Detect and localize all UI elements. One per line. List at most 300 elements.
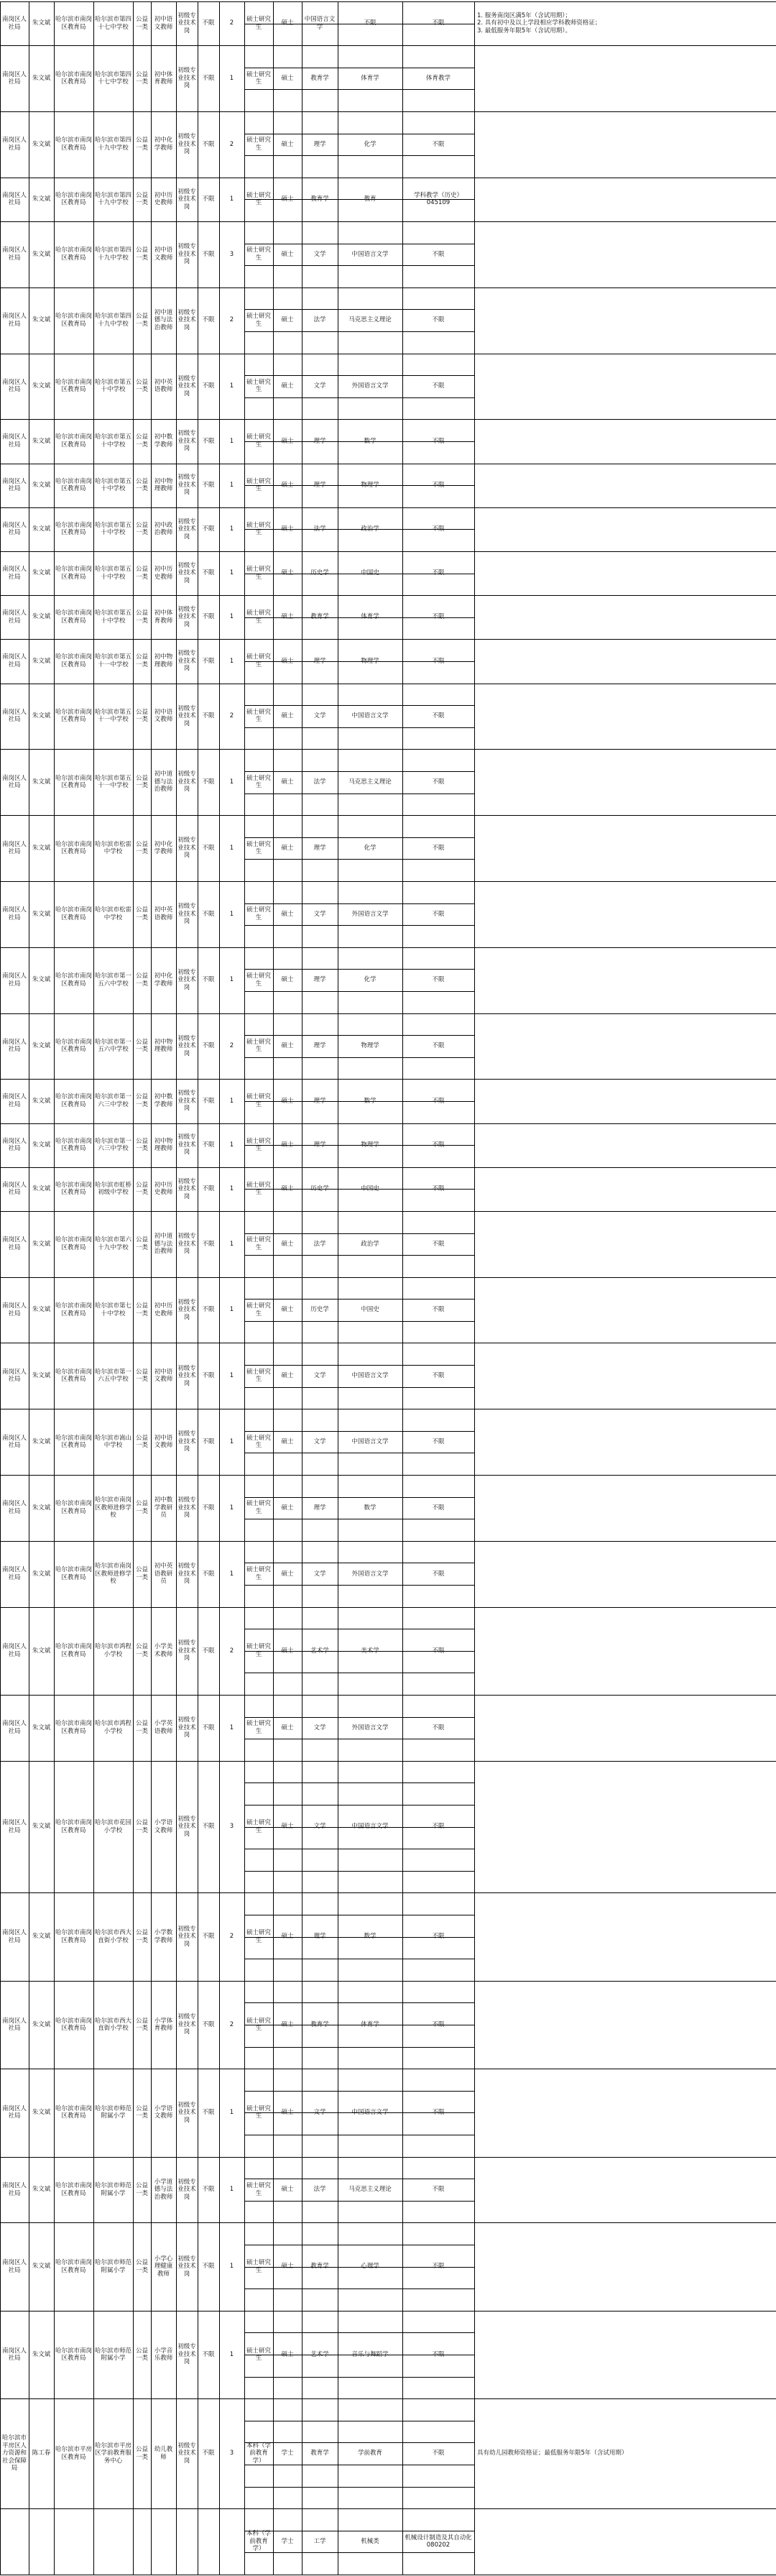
table-cell: 初级专业技术岗 bbox=[177, 1034, 196, 1057]
table-cell: 硕士 bbox=[281, 2020, 294, 2028]
table-cell: 朱文斌 bbox=[32, 2020, 51, 2028]
table-cell: 哈尔滨市南岗区教育局 bbox=[55, 774, 93, 790]
table-cell: 硕士研究生 bbox=[246, 1093, 271, 1108]
table-cell: 哈尔滨市南岗区教育局 bbox=[55, 1038, 93, 1054]
table-cell: 哈尔滨市南岗区教育局 bbox=[55, 2017, 93, 2033]
table-cell: 小学音乐教师 bbox=[154, 2347, 173, 2362]
table-cell: 南岗区人社局 bbox=[1, 2104, 27, 2120]
table-cell: 公益一类 bbox=[135, 906, 148, 921]
table-cell: 南岗区人社局 bbox=[1, 972, 27, 988]
table-cell: 1 bbox=[229, 1372, 234, 1380]
table-cell: 哈尔滨市第六十九中学校 bbox=[95, 1236, 132, 1251]
table-cell: 硕士 bbox=[281, 613, 294, 621]
table-cell: 朱文斌 bbox=[32, 2186, 51, 2194]
table-cell: 初中物理教师 bbox=[154, 1038, 173, 1054]
table-cell: 学科教学（历史）045109 bbox=[413, 191, 463, 207]
table-cell: 初级专业技术岗 bbox=[177, 2013, 196, 2036]
table-cell: 南岗区人社局 bbox=[1, 433, 27, 448]
table-cell: 1 bbox=[229, 569, 234, 577]
table-cell: 2 bbox=[229, 2020, 234, 2028]
table-cell: 哈尔滨市第四十九中学校 bbox=[95, 247, 132, 262]
table-cell: 数学 bbox=[364, 1504, 377, 1512]
table-cell: 哈尔滨市西大直街小学校 bbox=[95, 1929, 132, 1944]
table-cell: 1 bbox=[229, 844, 234, 852]
table-cell: 朱文斌 bbox=[32, 1933, 51, 1941]
table-cell: 1 bbox=[229, 1185, 234, 1193]
table-cell: 硕士研究生 bbox=[246, 191, 271, 207]
table-cell: 哈尔滨市南岗区教育局 bbox=[55, 433, 93, 448]
table-cell: 小学数学教师 bbox=[154, 1929, 173, 1944]
table-cell: 初中道德与法治教师 bbox=[154, 308, 173, 331]
table-cell: 朱文斌 bbox=[32, 712, 51, 720]
table-cell: 不限 bbox=[432, 657, 445, 665]
table-cell: 1 bbox=[229, 1306, 234, 1314]
table-cell: 哈尔滨市嵩山中学校 bbox=[95, 1434, 132, 1450]
table-cell: 哈尔滨市南岗区教育局 bbox=[55, 2104, 93, 2120]
table-cell: 公益一类 bbox=[135, 313, 148, 328]
table-cell: 1 bbox=[229, 2109, 234, 2117]
table-cell: 不限 bbox=[202, 2186, 215, 2194]
table-cell: 1 bbox=[229, 525, 234, 533]
table-cell: 文学 bbox=[313, 1724, 326, 1731]
table-cell: 初中语文教师 bbox=[154, 247, 173, 262]
table-cell: 朱文斌 bbox=[32, 525, 51, 533]
table-cell: 哈尔滨市第五十中学校 bbox=[95, 566, 132, 581]
table-cell: 不限 bbox=[202, 1823, 215, 1831]
table-cell: 朱文斌 bbox=[32, 2263, 51, 2271]
table-cell: 哈尔滨市师范附属小学 bbox=[95, 2259, 132, 2274]
table-cell: 硕士研究生 bbox=[246, 2017, 271, 2033]
table-cell: 不限 bbox=[432, 1185, 445, 1193]
table-cell: 理学 bbox=[313, 1141, 326, 1149]
table-cell: 哈尔滨市南岗区教育局 bbox=[55, 70, 93, 86]
table-cell: 2 bbox=[229, 1042, 234, 1050]
table-cell: 哈尔滨市第五十中学校 bbox=[95, 433, 132, 448]
table-cell: 硕士 bbox=[281, 1097, 294, 1105]
table-cell: 朱文斌 bbox=[32, 140, 51, 148]
table-cell: 公益一类 bbox=[135, 1368, 148, 1384]
table-cell: 南岗区人社局 bbox=[1, 774, 27, 790]
table-cell: 初级专业技术岗 bbox=[177, 188, 196, 211]
table-cell: 哈尔滨市第一六三中学校 bbox=[95, 1093, 132, 1108]
table-cell: 朱文斌 bbox=[32, 1042, 51, 1050]
table-cell: 朱文斌 bbox=[32, 1647, 51, 1655]
table-cell: 朱文斌 bbox=[32, 1306, 51, 1314]
table-cell: 不限 bbox=[432, 1504, 445, 1512]
table-cell: 哈尔滨市第一五六中学校 bbox=[95, 972, 132, 988]
table-cell: 理学 bbox=[313, 1933, 326, 1941]
table-cell: 理学 bbox=[313, 657, 326, 665]
table-cell: 哈尔滨市南岗区教师进修学校 bbox=[95, 1496, 132, 1519]
table-cell: 硕士研究生 bbox=[246, 16, 271, 31]
table-cell: 具有幼儿园教师资格证；最低服务年限5年（含试用期） bbox=[477, 2450, 628, 2457]
table-cell: 公益一类 bbox=[135, 653, 148, 668]
table-cell: 不限 bbox=[202, 382, 215, 390]
table-cell: 哈尔滨市南岗区教育局 bbox=[55, 521, 93, 537]
table-cell: 初级专业技术岗 bbox=[177, 650, 196, 673]
table-cell: 公益一类 bbox=[135, 521, 148, 537]
table-cell: 不限 bbox=[202, 778, 215, 786]
table-cell: 硕士 bbox=[281, 778, 294, 786]
table-cell: 公益一类 bbox=[135, 1038, 148, 1054]
table-cell: 朱文斌 bbox=[32, 437, 51, 445]
table-cell: 哈尔滨市松雷中学校 bbox=[95, 840, 132, 856]
table-cell: 小学体育教师 bbox=[154, 2017, 173, 2033]
table-cell: 初中历史教师 bbox=[154, 1181, 173, 1197]
table-cell: 公益一类 bbox=[135, 2259, 148, 2274]
table-cell: 哈尔滨市第五十中学校 bbox=[95, 378, 132, 394]
table-cell: 本科（学前教育学） bbox=[246, 2442, 271, 2465]
table-cell: 初级专业技术岗 bbox=[177, 474, 196, 497]
table-cell: 理学 bbox=[313, 481, 326, 489]
table-cell: 哈尔滨市南岗区教育局 bbox=[55, 1929, 93, 1944]
table-cell: 小学心理健康教师 bbox=[154, 2255, 173, 2278]
table-cell: 马克思主义理论 bbox=[348, 2186, 392, 2194]
table-cell: 中国史 bbox=[361, 1306, 379, 1314]
table-cell: 哈尔滨市松雷中学校 bbox=[95, 906, 132, 921]
table-cell: 公益一类 bbox=[135, 1566, 148, 1581]
table-cell: 硕士研究生 bbox=[246, 653, 271, 668]
table-cell: 1 bbox=[229, 437, 234, 445]
table-cell: 哈尔滨市南岗区教育局 bbox=[55, 972, 93, 988]
table-cell: 体育教学 bbox=[425, 74, 451, 82]
table-cell: 初级专业技术岗 bbox=[177, 1563, 196, 1586]
table-cell: 公益一类 bbox=[135, 477, 148, 493]
table-cell: 小学语文教师 bbox=[154, 1819, 173, 1834]
table-cell: 1 bbox=[229, 778, 234, 786]
table-cell: 哈尔滨市鸿程小学校 bbox=[95, 1720, 132, 1735]
table-cell: 小学语文教师 bbox=[154, 2104, 173, 2120]
table-cell: 初级专业技术岗 bbox=[177, 605, 196, 628]
table-cell: 哈尔滨市南岗区教育局 bbox=[55, 1368, 93, 1384]
table-cell: 公益一类 bbox=[135, 70, 148, 86]
table-cell: 南岗区人社局 bbox=[1, 1566, 27, 1581]
table-cell: 硕士 bbox=[281, 569, 294, 577]
table-cell: 不限 bbox=[432, 1724, 445, 1731]
table-cell: 初级专业技术岗 bbox=[177, 2442, 196, 2465]
table-cell: 南岗区人社局 bbox=[1, 2347, 27, 2362]
table-cell: 南岗区人社局 bbox=[1, 708, 27, 724]
table-cell: 外国语言文学 bbox=[351, 1570, 389, 1578]
table-cell: 硕士研究生 bbox=[246, 521, 271, 537]
table-cell: 南岗区人社局 bbox=[1, 1819, 27, 1834]
table-cell: 法学 bbox=[313, 1240, 326, 1248]
table-cell: 初中数学教研员 bbox=[154, 1496, 173, 1519]
table-cell: 不限 bbox=[202, 1438, 215, 1445]
table-cell: 不限 bbox=[202, 657, 215, 665]
table-cell: 硕士研究生 bbox=[246, 247, 271, 262]
table-cell: 初级专业技术岗 bbox=[177, 1496, 196, 1519]
table-cell: 硕士 bbox=[281, 2263, 294, 2271]
table-cell: 理学 bbox=[313, 1042, 326, 1050]
table-cell: 不限 bbox=[202, 1042, 215, 1050]
table-cell: 不限 bbox=[432, 2020, 445, 2028]
table-cell: 不限 bbox=[202, 1141, 215, 1149]
table-cell: 公益一类 bbox=[135, 2182, 148, 2197]
table-cell: 1 bbox=[229, 382, 234, 390]
table-cell: 文学 bbox=[313, 250, 326, 258]
table-cell: 哈尔滨市南岗区教育局 bbox=[55, 313, 93, 328]
table-cell: 硕士研究生 bbox=[246, 1434, 271, 1450]
table-cell: 小学英语教师 bbox=[154, 1720, 173, 1735]
table-cell: 硕士研究生 bbox=[246, 1643, 271, 1658]
table-cell: 硕士 bbox=[281, 1306, 294, 1314]
table-cell: 初中语文教师 bbox=[154, 1434, 173, 1450]
table-cell: 不限 bbox=[202, 19, 215, 27]
table-cell: 不限 bbox=[202, 1372, 215, 1380]
table-cell: 不限 bbox=[432, 382, 445, 390]
table-cell: 公益一类 bbox=[135, 1236, 148, 1251]
table-cell: 中国史 bbox=[361, 1185, 379, 1193]
table-cell: 硕士研究生 bbox=[246, 1137, 271, 1153]
table-cell: 哈尔滨市虹桥初级中学校 bbox=[95, 1181, 132, 1197]
table-cell: 公益一类 bbox=[135, 191, 148, 207]
table-cell: 不限 bbox=[432, 910, 445, 918]
table-cell: 哈尔滨市南岗区教育局 bbox=[55, 1566, 93, 1581]
table-cell: 哈尔滨市南岗区教育局 bbox=[55, 2182, 93, 2197]
table-cell: 初级专业技术岗 bbox=[177, 903, 196, 926]
table-cell: 硕士 bbox=[281, 196, 294, 203]
table-cell: 不限 bbox=[202, 2263, 215, 2271]
table-cell: 不限 bbox=[202, 140, 215, 148]
table-cell: 文学 bbox=[313, 712, 326, 720]
table-cell: 政治学 bbox=[361, 1240, 379, 1248]
table-cell: 公益一类 bbox=[135, 433, 148, 448]
table-cell: 幼儿教师 bbox=[154, 2446, 173, 2461]
table-cell: 文学 bbox=[313, 2109, 326, 2117]
table-cell: 法学 bbox=[313, 525, 326, 533]
table-cell: 硕士研究生 bbox=[246, 2259, 271, 2274]
table-cell: 小学道德与法治教师 bbox=[154, 2178, 173, 2201]
table-cell: 硕士研究生 bbox=[246, 433, 271, 448]
table-cell: 南岗区人社局 bbox=[1, 378, 27, 394]
table-cell: 公益一类 bbox=[135, 1181, 148, 1197]
table-cell: 不限 bbox=[202, 196, 215, 203]
table-cell: 马克思主义理论 bbox=[348, 778, 392, 786]
table-cell: 1 bbox=[229, 910, 234, 918]
table-cell: 数学 bbox=[364, 437, 377, 445]
table-cell: 哈尔滨市南岗区教育局 bbox=[55, 378, 93, 394]
table-cell: 朱文斌 bbox=[32, 481, 51, 489]
table-cell: 中国语言文学 bbox=[351, 1823, 389, 1831]
table-cell: 硕士研究生 bbox=[246, 972, 271, 988]
table-cell: 硕士研究生 bbox=[246, 2347, 271, 2362]
table-cell: 南岗区人社局 bbox=[1, 610, 27, 625]
table-cell: 不限 bbox=[432, 525, 445, 533]
table-cell: 文学 bbox=[313, 382, 326, 390]
table-cell: 朱文斌 bbox=[32, 844, 51, 852]
table-cell: 中国语言文学 bbox=[351, 712, 389, 720]
table-cell: 朱文斌 bbox=[32, 1504, 51, 1512]
table-cell: 物理学 bbox=[361, 1141, 379, 1149]
table-cell: 不限 bbox=[432, 316, 445, 324]
table-cell: 不限 bbox=[432, 1306, 445, 1314]
table-cell: 南岗区人社局 bbox=[1, 1434, 27, 1450]
table-cell: 硕士 bbox=[281, 481, 294, 489]
table-cell: 朱文斌 bbox=[32, 778, 51, 786]
table-cell: 初中化学教师 bbox=[154, 972, 173, 988]
table-cell: 硕士 bbox=[281, 250, 294, 258]
table-cell: 硕士研究生 bbox=[246, 1236, 271, 1251]
table-cell: 文学 bbox=[313, 1372, 326, 1380]
table-cell: 硕士研究生 bbox=[246, 2104, 271, 2120]
table-cell: 不限 bbox=[432, 712, 445, 720]
table-cell: 初级专业技术岗 bbox=[177, 133, 196, 156]
table-cell: 初级专业技术岗 bbox=[177, 1233, 196, 1256]
table-cell: 1 bbox=[229, 1097, 234, 1105]
table-cell: 初级专业技术岗 bbox=[177, 2101, 196, 2124]
table-cell: 哈尔滨市南岗区教育局 bbox=[55, 1819, 93, 1834]
table-cell: 1 bbox=[229, 481, 234, 489]
table-cell: 硕士 bbox=[281, 1141, 294, 1149]
table-cell: 硕士 bbox=[281, 1372, 294, 1380]
table-cell: 理学 bbox=[313, 844, 326, 852]
table-cell: 不限 bbox=[432, 844, 445, 852]
table-cell: 南岗区人社局 bbox=[1, 1302, 27, 1317]
table-cell: 不限 bbox=[202, 613, 215, 621]
table-cell: 不限 bbox=[202, 1306, 215, 1314]
table-cell: 不限 bbox=[202, 1647, 215, 1655]
table-cell: 化学 bbox=[364, 140, 377, 148]
table-cell: 教育学 bbox=[310, 613, 329, 621]
table-cell: 体育学 bbox=[361, 2020, 379, 2028]
table-cell: 初级专业技术岗 bbox=[177, 837, 196, 860]
table-cell: 公益一类 bbox=[135, 137, 148, 152]
table-cell: 中国语言文学 bbox=[351, 2109, 389, 2117]
table-cell: 初中物理教师 bbox=[154, 1137, 173, 1153]
table-cell: 硕士 bbox=[281, 1933, 294, 1941]
table-cell: 不限 bbox=[432, 2109, 445, 2117]
table-cell: 马克思主义理论 bbox=[348, 316, 392, 324]
table-cell: 南岗区人社局 bbox=[1, 1500, 27, 1515]
table-cell: 朱文斌 bbox=[32, 316, 51, 324]
table-cell: 1. 服务南岗区满5年（含试用期）； 2. 具有初中及以上学段相应学科教师资格证； 3. 最低服务年限5年（含试用期）。 bbox=[477, 12, 601, 34]
table-cell: 1 bbox=[229, 1724, 234, 1731]
table-cell: 不限 bbox=[432, 1438, 445, 1445]
table-cell: 初级专业技术岗 bbox=[177, 67, 196, 90]
table-cell: 硕士 bbox=[281, 910, 294, 918]
table-cell: 哈尔滨市南岗区教育局 bbox=[55, 653, 93, 668]
table-cell: 硕士研究生 bbox=[246, 1929, 271, 1944]
table-cell: 不限 bbox=[202, 250, 215, 258]
table-cell: 硕士研究生 bbox=[246, 1819, 271, 1834]
table-cell: 朱文斌 bbox=[32, 1372, 51, 1380]
table-cell: 硕士研究生 bbox=[246, 2182, 271, 2197]
table-cell: 不限 bbox=[432, 1823, 445, 1831]
table-cell: 理学 bbox=[313, 437, 326, 445]
table-cell: 不限 bbox=[202, 2109, 215, 2117]
table-cell: 法学 bbox=[313, 2186, 326, 2194]
table-cell: 朱文斌 bbox=[32, 1823, 51, 1831]
table-cell: 公益一类 bbox=[135, 1500, 148, 1515]
table-cell: 3 bbox=[229, 1823, 234, 1831]
table-cell: 南岗区人社局 bbox=[1, 1093, 27, 1108]
table-cell: 硕士 bbox=[281, 2109, 294, 2117]
table-cell: 机械类 bbox=[361, 2537, 379, 2545]
table-cell: 朱文斌 bbox=[32, 2109, 51, 2117]
table-cell: 硕士研究生 bbox=[246, 70, 271, 86]
table-cell: 朱文斌 bbox=[32, 976, 51, 984]
table-cell: 公益一类 bbox=[135, 566, 148, 581]
table-cell: 硕士 bbox=[281, 844, 294, 852]
table-cell: 哈尔滨市第五十一中学校 bbox=[95, 774, 132, 790]
table-cell: 硕士 bbox=[281, 976, 294, 984]
table-cell: 初中历史教师 bbox=[154, 1302, 173, 1317]
table-cell: 1 bbox=[229, 1438, 234, 1445]
table-cell: 哈尔滨市南岗区教育局 bbox=[55, 1236, 93, 1251]
table-cell: 教育学 bbox=[310, 2450, 329, 2457]
table-cell: 不限 bbox=[202, 1570, 215, 1578]
table-cell: 学士 bbox=[281, 2537, 294, 2545]
table-cell: 法学 bbox=[313, 316, 326, 324]
table-cell: 机械设计制造及其自动化080202 bbox=[405, 2534, 472, 2549]
table-cell: 南岗区人社局 bbox=[1, 1929, 27, 1944]
table-cell: 2 bbox=[229, 1647, 234, 1655]
table-cell: 硕士 bbox=[281, 1724, 294, 1731]
table-cell: 初中英语教研员 bbox=[154, 1563, 173, 1586]
table-cell: 硕士 bbox=[281, 382, 294, 390]
table-cell: 南岗区人社局 bbox=[1, 1643, 27, 1658]
table-cell: 2 bbox=[229, 140, 234, 148]
table-cell: 哈尔滨市南岗区教育局 bbox=[55, 708, 93, 724]
table-cell: 不限 bbox=[202, 1097, 215, 1105]
table-cell: 公益一类 bbox=[135, 16, 148, 31]
table-cell: 哈尔滨市第一六五中学校 bbox=[95, 1368, 132, 1384]
table-cell: 不限 bbox=[432, 140, 445, 148]
table-cell: 哈尔滨市南岗区教育局 bbox=[55, 1093, 93, 1108]
table-cell: 心理学 bbox=[361, 2263, 379, 2271]
table-cell: 不限 bbox=[432, 19, 445, 27]
table-cell: 不限 bbox=[202, 74, 215, 82]
table-cell: 不限 bbox=[202, 481, 215, 489]
table-cell: 中国语言文学 bbox=[304, 16, 336, 31]
table-cell: 公益一类 bbox=[135, 774, 148, 790]
table-cell: 数学 bbox=[364, 1097, 377, 1105]
table-cell: 硕士研究生 bbox=[246, 477, 271, 493]
table-cell: 哈尔滨市第五十中学校 bbox=[95, 610, 132, 625]
table-cell: 南岗区人社局 bbox=[1, 16, 27, 31]
table-cell: 硕士研究生 bbox=[246, 840, 271, 856]
table-cell: 哈尔滨市第四十九中学校 bbox=[95, 313, 132, 328]
table-cell: 初中历史教师 bbox=[154, 191, 173, 207]
table-cell: 不限 bbox=[202, 1185, 215, 1193]
table-cell: 硕士研究生 bbox=[246, 774, 271, 790]
table-cell: 理学 bbox=[313, 1504, 326, 1512]
table-cell: 初级专业技术岗 bbox=[177, 1298, 196, 1321]
table-cell: 初级专业技术岗 bbox=[177, 561, 196, 584]
table-cell: 哈尔滨市第四十七中学校 bbox=[95, 16, 132, 31]
table-cell: 中国语言文学 bbox=[351, 250, 389, 258]
table-cell: 外国语言文学 bbox=[351, 382, 389, 390]
table-cell: 不限 bbox=[432, 1042, 445, 1050]
table-cell: 哈尔滨市第五十中学校 bbox=[95, 477, 132, 493]
table-cell: 朱文斌 bbox=[32, 250, 51, 258]
table-cell: 初中道德与法治教师 bbox=[154, 770, 173, 794]
table-cell: 朱文斌 bbox=[32, 1570, 51, 1578]
table-cell: 不限 bbox=[432, 437, 445, 445]
table-cell: 硕士研究生 bbox=[246, 313, 271, 328]
table-cell: 教育学 bbox=[310, 2263, 329, 2271]
table-cell: 公益一类 bbox=[135, 1929, 148, 1944]
table-cell: 硕士研究生 bbox=[246, 137, 271, 152]
table-cell: 南岗区人社局 bbox=[1, 653, 27, 668]
table-cell: 哈尔滨市南岗区教育局 bbox=[55, 1643, 93, 1658]
table-cell: 哈尔滨市平房区教育局 bbox=[55, 2446, 93, 2461]
table-cell: 硕士 bbox=[281, 74, 294, 82]
table-cell: 哈尔滨市南岗区教育局 bbox=[55, 16, 93, 31]
table-cell: 理学 bbox=[313, 140, 326, 148]
table-cell: 3 bbox=[229, 2450, 234, 2457]
